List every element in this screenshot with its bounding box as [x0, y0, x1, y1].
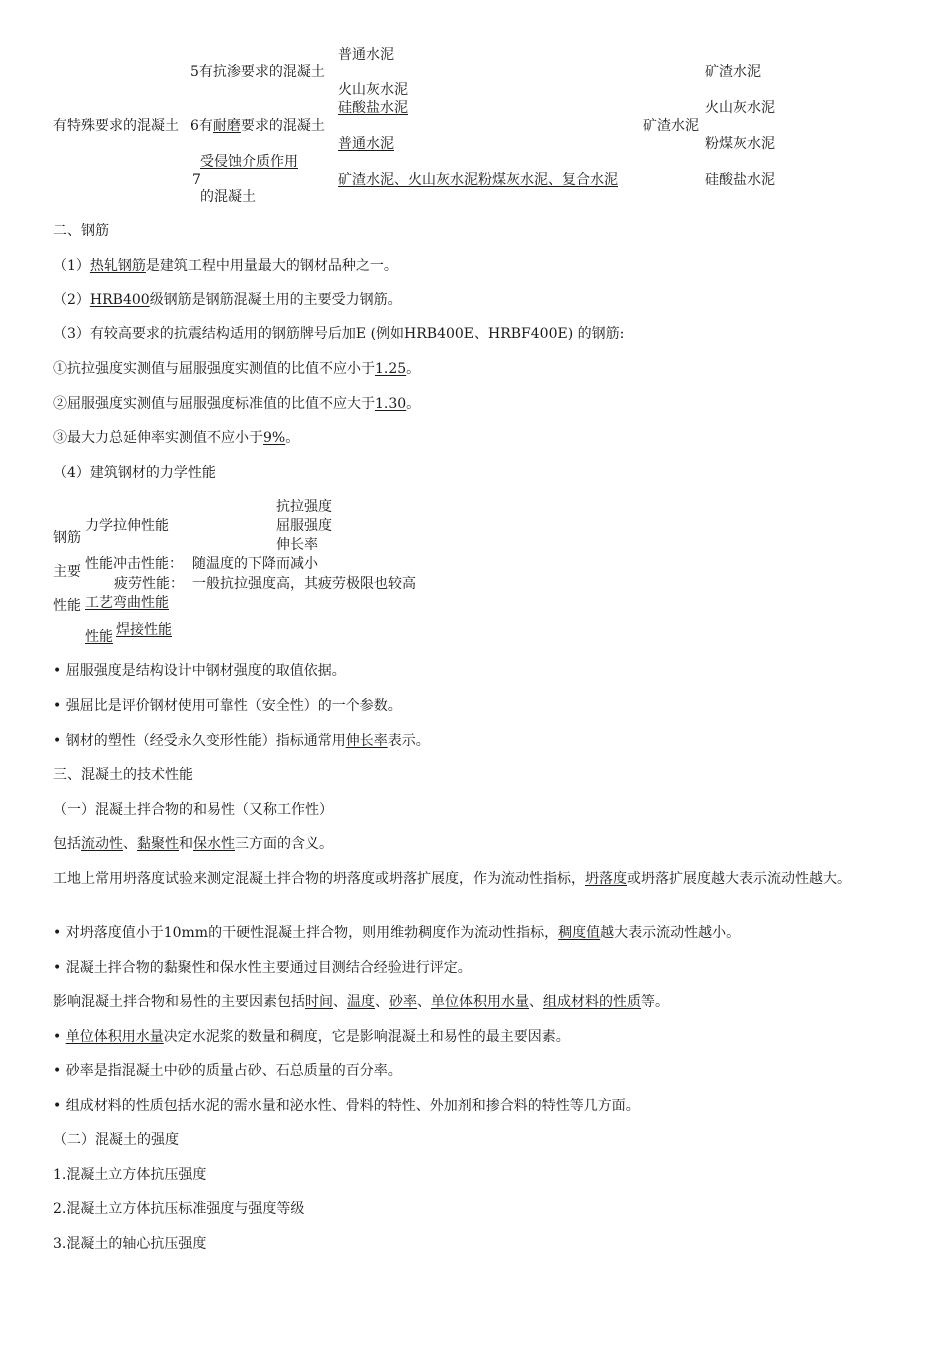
- row7-label-line1: 受侵蚀介质作用: [200, 154, 298, 170]
- section3-sub2: （二）混凝土的强度: [53, 1132, 179, 1148]
- requirement-3: ③最大力总延伸率实测值不应小于9%。: [53, 430, 300, 446]
- diagram-root-3: 性能: [53, 598, 81, 614]
- row6-label: 6有耐磨要求的混凝土: [190, 118, 325, 134]
- section3-bullet-1: • 对坍落度值小于10mm的干硬性混凝土拌合物，则用维勃稠度作为流动性指标，稠度值越大表示流动性越小。: [53, 925, 741, 941]
- tensile-label: 力学拉伸性能: [85, 518, 169, 534]
- row7-unsuitable: 硅酸盐水泥: [705, 172, 775, 188]
- section3-bullet-4: • 砂率是指混凝土中砂的质量占砂、石总质量的百分率。: [53, 1063, 402, 1079]
- row5-label: 5有抗渗要求的混凝土: [190, 64, 325, 80]
- impact-label: 性能冲击性能：: [85, 556, 183, 572]
- diagram-root-2: 主要: [53, 564, 81, 580]
- row6-suitable-2: 普通水泥: [338, 136, 394, 152]
- strength-item-2: 2.混凝土立方体抗压标准强度与强度等级: [53, 1201, 305, 1217]
- tensile-item-1: 抗拉强度: [276, 499, 332, 515]
- requirement-1: ①抗拉强度实测值与屈服强度实测值的比值不应小于1.25。: [53, 361, 421, 377]
- diagram-root-1: 钢筋: [53, 530, 81, 546]
- section3-bullet-3: • 单位体积用水量决定水泥浆的数量和稠度，它是影响混凝土和易性的最主要因素。: [53, 1029, 570, 1045]
- row7-suitable: 矿渣水泥、火山灰水泥粉煤灰水泥、复合水泥: [338, 172, 618, 188]
- section2-bullet-2: • 强屈比是评价钢材使用可靠性（安全性）的一个参数。: [53, 698, 402, 714]
- tensile-item-2: 屈服强度: [276, 518, 332, 534]
- row7-num: 7: [192, 172, 201, 188]
- section3-bullet-5: • 组成材料的性质包括水泥的需水量和泌水性、骨料的特性、外加剂和掺合料的特性等几方面。: [53, 1098, 640, 1114]
- process-bend: 工艺弯曲性能: [85, 595, 169, 611]
- section3-p3: 影响混凝土拌合物和易性的主要因素包括时间、温度、砂率、单位体积用水量、组成材料的性质等。: [53, 994, 669, 1010]
- row5-suitable-1: 普通水泥: [338, 47, 394, 63]
- section2-bullet-3: • 钢材的塑性（经受永久变形性能）指标通常用伸长率表示。: [53, 733, 430, 749]
- row6-mid: 矿渣水泥: [643, 118, 699, 134]
- section2-heading: 二、钢筋: [53, 223, 109, 239]
- section3-heading: 三、混凝土的技术性能: [53, 767, 193, 783]
- row6-suitable-1: 硅酸盐水泥: [338, 100, 408, 116]
- row5-unsuitable: 矿渣水泥: [705, 64, 761, 80]
- requirement-2: ②屈服强度实测值与屈服强度标准值的比值不应大于1.30。: [53, 396, 421, 412]
- section3-bullet-2: • 混凝土拌合物的黏聚性和保水性主要通过目测结合经验进行评定。: [53, 960, 472, 976]
- section2-p3: （3）有较高要求的抗震结构适用的钢筋牌号后加E (例如HRB400E、HRBF400E) 的钢筋:: [53, 326, 625, 342]
- section2-p4: （4）建筑钢材的力学性能: [53, 465, 216, 481]
- process-label: 性能: [85, 629, 113, 645]
- section3-p1: 包括流动性、黏聚性和保水性三方面的含义。: [53, 836, 333, 852]
- row7-label-line2: 的混凝土: [200, 189, 256, 205]
- section2-p1: （1）热轧钢筋是建筑工程中用量最大的钢材品种之一。: [53, 258, 398, 274]
- fatigue-label: 疲劳性能：: [114, 576, 184, 592]
- section3-sub1: （一）混凝土拌合物的和易性（又称工作性）: [53, 802, 333, 818]
- strength-item-3: 3.混凝土的轴心抗压强度: [53, 1236, 207, 1252]
- section2-p2: （2）HRB400级钢筋是钢筋混凝土用的主要受力钢筋。: [53, 292, 402, 308]
- tensile-item-3: 伸长率: [276, 537, 318, 553]
- table-category: 有特殊要求的混凝土: [53, 118, 179, 134]
- row5-suitable-2: 火山灰水泥: [338, 82, 408, 98]
- section2-bullet-1: • 屈服强度是结构设计中钢材强度的取值依据。: [53, 663, 346, 679]
- section3-p2: 工地上常用坍落度试验来测定混凝土拌合物的坍落度或坍落扩展度，作为流动性指标，坍落度或坍落扩展度越大表示流动性越大。: [53, 871, 851, 887]
- weld-label: 焊接性能: [116, 622, 172, 638]
- fatigue-desc: 一般抗拉强度高，其疲劳极限也较高: [192, 576, 416, 592]
- strength-item-1: 1.混凝土立方体抗压强度: [53, 1167, 207, 1183]
- row6-unsuitable-1: 火山灰水泥: [705, 100, 775, 116]
- row6-unsuitable-2: 粉煤灰水泥: [705, 136, 775, 152]
- impact-desc: 随温度的下降而减小: [192, 556, 318, 572]
